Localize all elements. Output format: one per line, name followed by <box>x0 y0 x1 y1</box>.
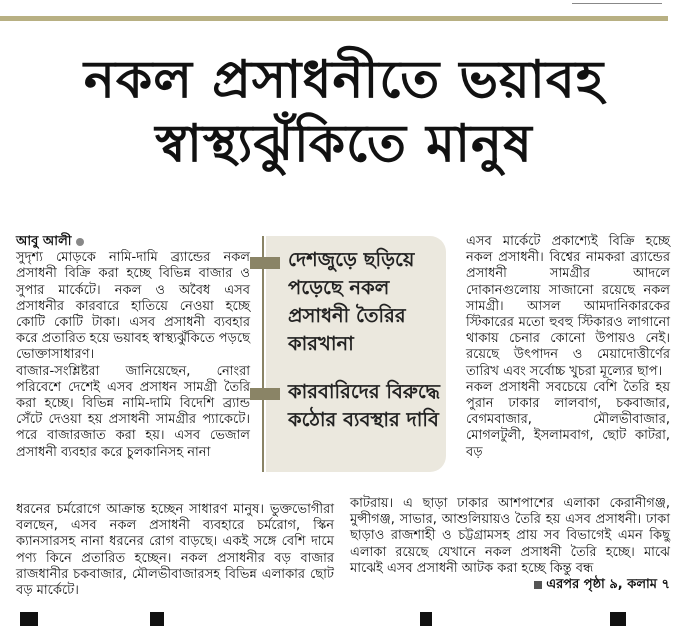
pullquote-marker-1 <box>250 257 280 269</box>
right-column <box>466 234 670 461</box>
headline-line-1: নকল প্রসাধনীতে ভয়াবহ <box>83 50 605 110</box>
pullquote-marker-2 <box>250 388 280 400</box>
headline <box>0 48 688 176</box>
left-paragraph-1: সুদৃশ্য মোড়কে নামি-দামি ব্র্যান্ডের নকল প্রসাধনী বিক্রি করা হচ্ছে বিভিন্ন বাজার ও সুপার মার্কেটে। নকল ও অবৈধ এসব প্রসাধনীর কারবারে হাতিয়ে নেওয়া হচ্ছে কোটি কোটি টাকা। এসব প্রসাধনী ব্যবহার করে প্রতারিত হয়ে ভয়াবহ স্বাস্থ্যঝুঁকিতে পড়ছে ভোক্তাসাধারণ। <box>16 250 250 363</box>
pullquote-rule <box>262 236 264 472</box>
pullquote-1: দেশজুড়ে ছড়িয়ে পড়েছে নকল প্রসাধনী তৈরির কারখানা <box>288 248 415 355</box>
left-paragraph-2: বাজার-সংশ্লিষ্টরা জানিয়েছেন, নোংরা পরিবেশে দেশেই এসব প্রসাধন সামগ্রী তৈরি করা হচ্ছে। বিভিন্ন নামি-দামি বিদেশি ব্র্যান্ড সেঁটে দেওয়া হয় প্রসাধনী সামগ্রীর প্যাকেটে। পরে বাজারজাত করা হয়। এসব ভেজাল প্রসাধনী ব্যবহার করে চুলকানিসহ নানা <box>16 363 250 460</box>
left-column <box>16 234 250 461</box>
headline-line-2: স্বাস্থ্যঝুঁকিতে মানুষ <box>155 114 533 174</box>
right-paragraph-2: নকল প্রসাধনী সবচেয়ে বেশি তৈরি হয় পুরান ঢাকার লালবাগ, চকবাজার, বেগমবাজার, মৌলভীবাজার, মোগলটুলী, ইসলামবাগ, ছোট কাটরা, বড় <box>466 379 670 460</box>
right-paragraph-1: এসব মার্কেটে প্রকাশ্যেই বিক্রি হচ্ছে নকল প্রসাধনী। বিশ্বের নামকরা ব্র্যান্ডের প্রসাধনী সামগ্রীর আদলে দোকানগুলোয় সাজানো রয়েছে নকল সামগ্রী। আসল আমদানিকারকের স্টিকারের মতো হুবহু স্টিকারও লাগানো থাকায় চেনার কোনো উপায়ও নেই। রয়েছে উৎপাদন ও মেয়াদোত্তীর্ণের তারিখ এবং সর্বোচ্চ খুচরা মূল্যের ছাপ। <box>466 234 670 379</box>
byline: আবু আলী <box>16 234 72 249</box>
bottom-right-column <box>350 496 670 593</box>
continuation-link[interactable]: এরপর পৃষ্ঠা ৯, কলাম ৭ <box>546 577 670 593</box>
bottom-left-column <box>16 502 334 599</box>
pullquote-2: কারবারিদের বিরুদ্ধে কঠোর ব্যবস্থার দাবি <box>288 380 440 431</box>
top-edge-rule <box>572 0 662 4</box>
next-headline-fragment <box>0 612 688 626</box>
byline-dot-icon <box>76 238 84 246</box>
bottom-right-paragraph: কাটরায়। এ ছাড়া ঢাকার আশপাশের এলাকা কেরানীগঞ্জ, মুন্সীগঞ্জ, সাভার, আশুলিয়ায়ও তৈরি হয় এসব প্রসাধনী। ঢাকা ছাড়াও রাজশাহী ও চট্টগ্রামসহ প্রায় সব বিভাগেই এমন কিছু এলাকা রয়েছে যেখানে নকল প্রসাধনী তৈরি হচ্ছে। মাঝে মাঝেই এসব প্রসাধনী আটক করা হচ্ছে কিন্তু বন্ধ <box>350 496 670 576</box>
top-accent-rule <box>0 16 668 21</box>
continuation-square-icon <box>534 581 542 589</box>
bottom-left-paragraph: ধরনের চর্মরোগে আক্রান্ত হচ্ছেন সাধারণ মানুষ। ভুক্তভোগীরা বলছেন, এসব নকল প্রসাধনী ব্যবহারে চর্মরোগ, স্কিন ক্যানসারসহ নানা ধরনের রোগ বাড়ছে। একই সঙ্গে বেশি দামে পণ্য কিনে প্রতারিত হচ্ছেন। নকল প্রসাধনীর বড় বাজার রাজধানীর চকবাজার, মৌলভীবাজারসহ বিভিন্ন এলাকার ছোট বড় মার্কেটে। <box>16 502 334 599</box>
